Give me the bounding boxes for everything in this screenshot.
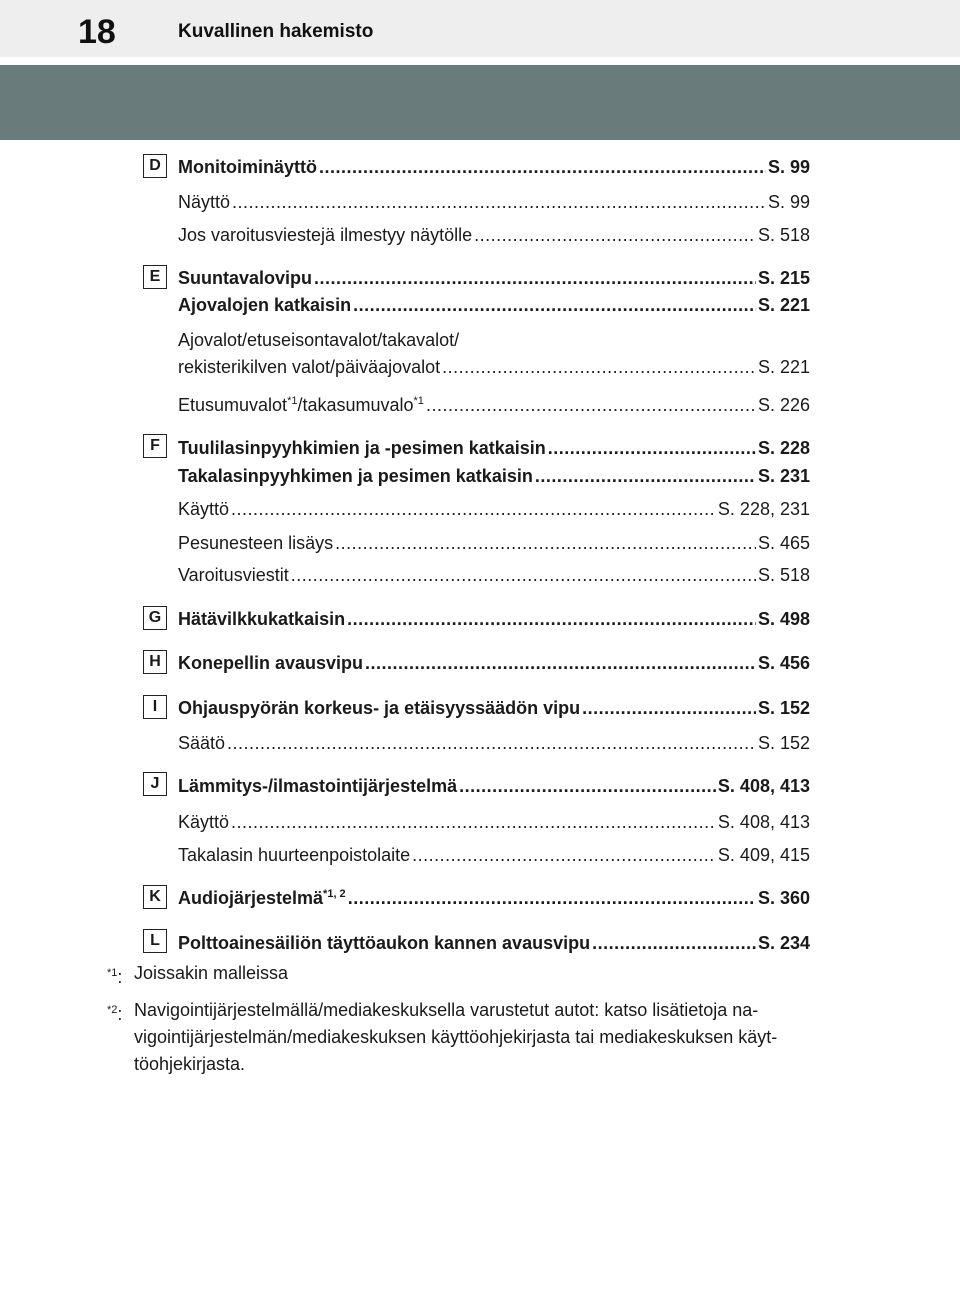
entry-page: S. 221 [757,357,810,377]
page-header [0,0,960,57]
entry-label: Takalasinpyyhkimen ja pesimen katkaisin [178,466,533,486]
entry-label: Suuntavalovipu [178,268,313,288]
entry-label: Takalasin huurteenpoistolaite [178,845,411,865]
index-subentry[interactable] [178,563,810,587]
entry-label: Tuulilasinpyyhkimien ja -pesimen katkaisin [178,438,546,458]
index-entry[interactable] [178,293,810,317]
entry-label: Audiojärjestelmä$^{*1, 2}$ [178,888,346,908]
entry-label: Jos varoitusviestejä ilmestyy näytölle [178,225,473,245]
entry-label: rekisterikilven valot/päiväajovalot [178,357,441,377]
header-band [0,65,960,140]
entry-page: S. 409, 415 [717,845,810,865]
footnote-ref: *1, 2 [323,888,346,900]
entry-label: Lämmitys-/ilmastointijärjestelmä [178,776,458,796]
index-entry[interactable] [178,886,810,910]
section-letter-k: K [143,885,167,909]
entry-label: Näyttö [178,192,231,212]
entry-label: Pesunesteen lisäys [178,533,334,553]
index-entry[interactable] [178,266,810,290]
index-entry[interactable] [178,464,810,488]
entry-label: Polttoainesäiliön täyttöaukon kannen avausvipu [178,933,591,953]
entry-page: S. 408, 413 [717,812,810,832]
section-letter-g: G [143,606,167,630]
index-subentry[interactable] [178,497,810,521]
entry-page: S. 498 [757,609,810,629]
entry-label: Varoitusviestit [178,565,289,585]
entry-page: S. 408, 413 [717,776,810,796]
entry-page: S. 456 [757,653,810,673]
footnote-text: Navigointijärjestelmällä/mediakeskuksella varustetut autot: katso lisätietoja na-vigointijärjestelmän/mediakeskuksen käyttöohjekirjasta tai mediakeskuksen käyt-töohjekirjasta. [134,1000,778,1074]
entry-label: Käyttö [178,812,230,832]
header-title: Kuvallinen hakemisto [178,21,374,42]
entry-label: Konepellin avausvipu [178,653,364,673]
section-letter-d: D [143,154,167,178]
entry-page: S. 215 [757,268,810,288]
entry-label: Ajovalojen katkaisin [178,295,352,315]
section-letter-h: H [143,650,167,674]
index-entry[interactable] [178,651,810,675]
section-letter-l: L [143,929,167,953]
entry-label: Hätävilkkukatkaisin [178,609,346,629]
footnote-ref: *1 [287,395,298,407]
index-subentry[interactable] [178,531,810,555]
entry-page: S. 228, 231 [717,499,810,519]
entry-page: S. 360 [757,888,810,908]
section-letter-j: J [143,772,167,796]
entry-page: S. 226 [757,395,810,415]
index-subentry[interactable] [178,810,810,834]
section-letter-f: F [143,434,167,458]
index-subentry[interactable] [178,223,810,247]
entry-page: S. 465 [757,533,810,553]
entry-label: Ohjauspyörän korkeus- ja etäisyyssäädön vipu [178,698,581,718]
section-letter-i: I [143,695,167,719]
index-entry[interactable] [178,931,810,955]
index-entry[interactable] [178,155,810,179]
entry-page: S. 99 [767,192,810,212]
entry-label: Säätö [178,733,226,753]
index-subentry[interactable] [178,731,810,755]
index-subentry[interactable] [178,393,810,417]
footnote-text: Joissakin malleissa [134,963,289,983]
entry-page: S. 99 [767,157,810,177]
entry-page: S. 152 [757,733,810,753]
index-subentry[interactable] [178,843,810,867]
entry-label: Käyttö [178,499,230,519]
entry-page: S. 221 [757,295,810,315]
entry-page: S. 234 [757,933,810,953]
index-subentry[interactable] [178,355,810,379]
page-number: 18 [78,13,116,51]
entry-page: S. 231 [757,466,810,486]
index-entry[interactable] [178,696,810,720]
entry-label: Etusumuvalot$^{*1}$/takasumuvalo$^{*1}$ [178,395,424,415]
section-letter-e: E [143,265,167,289]
footnote-1: $^{*1}$: Joissakin malleissa [107,960,837,987]
entry-page: S. 152 [757,698,810,718]
entry-label-line: Ajovalot/etuseisontavalot/takavalot/ [178,330,460,350]
index-subentry[interactable] [178,190,810,214]
entry-label: Monitoiminäyttö [178,157,317,177]
entry-page: S. 518 [757,565,810,585]
footnote-ref: *1 [413,395,424,407]
footnote-2: $^{*2}$: Navigointijärjestelmällä/mediakeskuksella varustetut autot: katso lisätietoja na-vigointijärjestelmän/mediakeskuksen käyttöohjekirjasta tai mediakeskuksen käyt-töohjekirjasta. [107,997,837,1078]
entry-page: S. 228 [757,438,810,458]
entry-page: S. 518 [757,225,810,245]
index-entry[interactable] [178,436,810,460]
index-entry[interactable] [178,774,810,798]
index-entry[interactable] [178,607,810,631]
